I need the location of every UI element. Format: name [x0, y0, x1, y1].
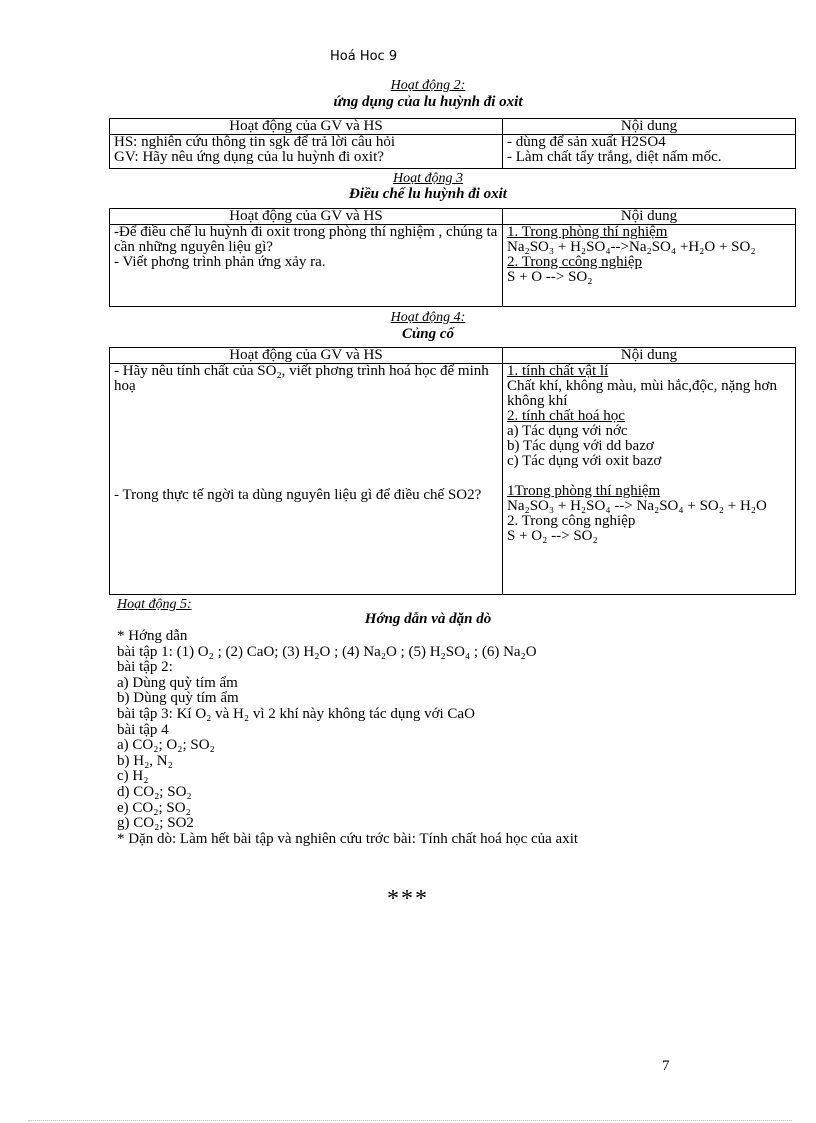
act2-left-line: HS: nghiên cứu thông tin sgk để trả lời câu hỏi: [114, 134, 396, 150]
act5-line: * Dặn dò: Làm hết bài tập và nghiên cứu trớc bài: Tính chất hoá học của axit: [117, 830, 579, 847]
act2-right-line: - Làm chất tẩy trắng, diệt nấm mốc.: [507, 149, 722, 165]
act5-line: a) CO₂; O₂; SO₂: [117, 737, 215, 754]
act4-title: Củng cố: [401, 326, 455, 342]
act3-equation-industry: S + O --> SO₂: [507, 269, 593, 285]
act4-heading-industry: 2. Trong công nghiệp: [507, 513, 636, 529]
act4-heading-lab: 1Trong phòng thí nghiệm: [507, 483, 661, 499]
act2-table: [109, 118, 796, 169]
act2-left-cell: [110, 135, 503, 169]
act4-physical-props: Chất khí, không màu, mùi hắc,độc, nặng hơn không khí: [507, 378, 777, 409]
act5-line: g) CO₂; SO2: [117, 815, 194, 832]
act3-heading-industry: 2. Trong ccông nghiệp: [507, 254, 642, 270]
act5-line: c) H₂: [117, 768, 149, 785]
act4-equation-industry: S + O₂ --> SO₂: [507, 528, 598, 544]
act5-line: d) CO₂; SO₂: [117, 783, 192, 800]
act3-col-right: Nội dung: [503, 209, 796, 225]
act2-title: ứng dụng của lu huỳnh đi oxit: [333, 94, 523, 110]
act3-left-cell: [110, 225, 503, 307]
act4-heading-chemical: 2. tính chất hoá học: [507, 408, 625, 424]
act5-line: * Hớng dẫn: [117, 628, 188, 644]
act4-chem-c: c) Tác dụng với oxit bazơ: [507, 453, 662, 469]
act4-chem-a: a) Tác dụng với nớc: [507, 423, 628, 439]
act3-right-cell: [503, 225, 796, 307]
end-mark: ***: [387, 886, 429, 912]
act2-col-left: Hoạt động của GV và HS: [110, 119, 503, 135]
act2-left-line: GV: Hãy nêu ứng dụng của lu huỳnh đi oxit?: [114, 149, 384, 165]
act5-label: Hoạt động 5:: [117, 597, 192, 612]
act5-line: bài tập 2:: [117, 659, 173, 676]
act2-right-line: - dùng để sản xuất H2SO4: [507, 134, 666, 150]
act2-label: Hoạt động 2:: [390, 78, 466, 93]
act3-equation-lab: Na₂SO₃ + H₂SO₄-->Na₂SO₄ +H₂O + SO₂: [507, 239, 756, 255]
act5-line: b) H₂, N₂: [117, 752, 173, 769]
act4-heading-physical: 1. tính chất vật lí: [507, 363, 609, 379]
page-bottom-divider: [28, 1120, 792, 1121]
act5-line: bài tập 4: [117, 721, 169, 738]
act5-line: a) Dùng quỳ tím ẩm: [117, 674, 238, 691]
act5-line: bài tập 3: Kí O₂ và H₂ vì 2 khí này không tác dụng với CaO: [117, 705, 475, 722]
act4-right-cell: [503, 364, 796, 595]
act3-left-line: - Viết phơng trình phản ứng xảy ra.: [114, 254, 326, 270]
act2-right-cell: [503, 135, 796, 169]
act4-question-2: - Trong thực tế ngời ta dùng nguyên liệu gì để điều chế SO2?: [114, 487, 482, 503]
act5-line: b) Dùng quỳ tím ẩm: [117, 690, 239, 707]
act3-table: [109, 208, 796, 307]
running-header: Hoá Hoc 9: [330, 49, 398, 64]
act4-table: [109, 347, 796, 595]
act3-heading-lab: 1. Trong phòng thí nghiệm: [507, 224, 668, 240]
act3-title: Điều chế lu huỳnh đi oxit: [349, 186, 507, 202]
act4-equation-lab: Na₂SO₃ + H₂SO₄ --> Na₂SO₄ + SO₂ + H₂O: [507, 498, 767, 514]
act4-question-1: - Hãy nêu tính chất của SO₂, viết phơng trình hoá học để minh hoạ: [114, 363, 489, 394]
act4-col-left: Hoạt động của GV và HS: [110, 348, 503, 364]
act3-left-line: -Để điều chế lu huỳnh đi oxit trong phòng thí nghiệm , chúng ta cần những nguyên liệu gì?: [114, 224, 498, 255]
act4-label: Hoạt động 4:: [390, 310, 466, 325]
act2-col-right: Nội dung: [503, 119, 796, 135]
act4-left-cell: [110, 364, 503, 595]
act5-line: e) CO₂; SO₂: [117, 799, 191, 816]
act4-chem-b: b) Tác dụng với dd bazơ: [507, 438, 654, 454]
act3-col-left: Hoạt động của GV và HS: [110, 209, 503, 225]
page-number: 7: [662, 1058, 670, 1074]
act3-label: Hoạt động 3: [393, 171, 463, 186]
act5-title: Hớng dẫn và dặn dò: [364, 611, 492, 627]
act5-line: bài tập 1: (1) O₂ ; (2) CaO; (3) H₂O ; (4) Na₂O ; (5) H₂SO₄ ; (6) Na₂O: [117, 643, 537, 660]
act5-body: [117, 629, 578, 847]
act4-col-right: Nội dung: [503, 348, 796, 364]
